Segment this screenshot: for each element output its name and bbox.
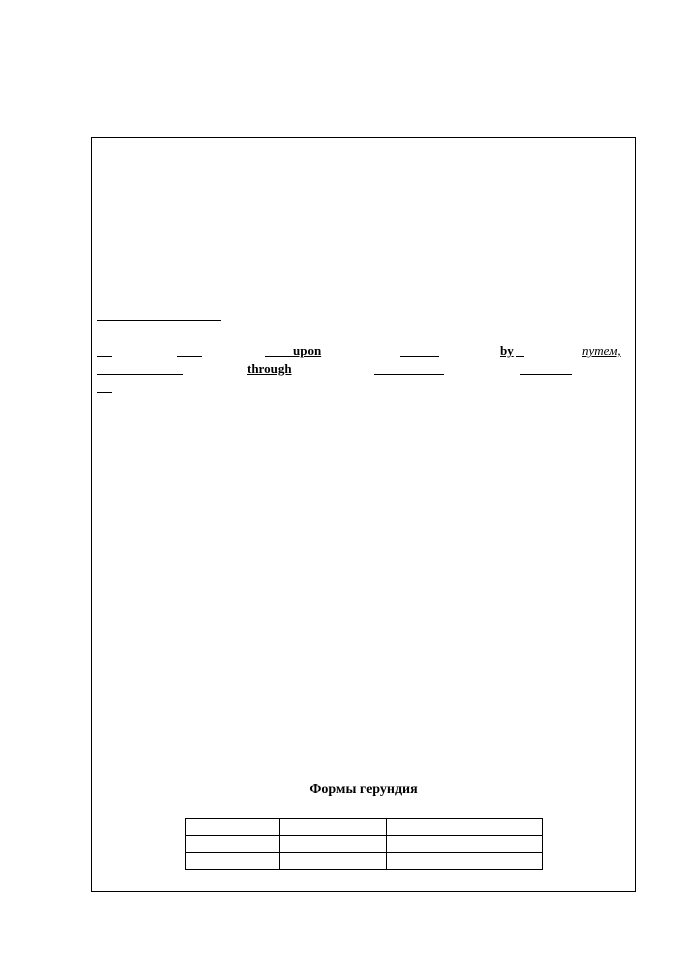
table-cell [387, 836, 543, 853]
word-putem: путем, [582, 343, 621, 358]
blank-line [400, 356, 439, 357]
blank-line [265, 356, 293, 357]
table-cell [186, 853, 280, 870]
blank-line [520, 374, 572, 375]
blank-line [177, 356, 202, 357]
word-through: through [247, 361, 292, 376]
blank-line [516, 356, 524, 357]
table-cell [186, 819, 280, 836]
blank-line [374, 374, 444, 375]
word-by: by [500, 343, 514, 358]
blank-line [97, 320, 221, 321]
section-heading: Формы герундия [309, 782, 418, 797]
table-row [186, 836, 543, 853]
table-cell [387, 819, 543, 836]
table-row [186, 819, 543, 836]
table-cell [387, 853, 543, 870]
table-cell [186, 836, 280, 853]
blank-line [97, 392, 112, 393]
page-frame [91, 137, 636, 892]
word-upon: upon [293, 343, 322, 358]
table-cell [280, 836, 387, 853]
table-row [186, 853, 543, 870]
table-cell [280, 853, 387, 870]
table-cell [280, 819, 387, 836]
gerund-forms-table [185, 818, 543, 870]
blank-line [97, 374, 183, 375]
blank-line [97, 356, 112, 357]
